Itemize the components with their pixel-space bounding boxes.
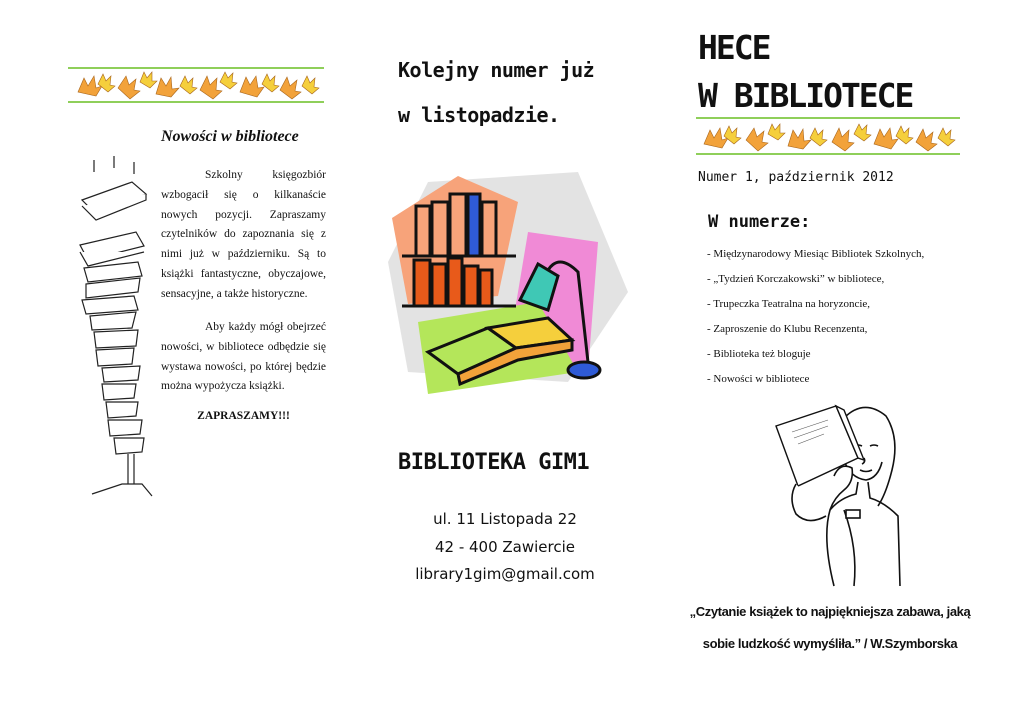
contents-item: - Międzynarodowy Miesiąc Bibliotek Szkolnych, <box>707 248 925 260</box>
news-heading: Nowości w bibliotece <box>161 128 299 145</box>
library-name: BIBLIOTEKA GIM1 <box>398 450 590 475</box>
contents-item: - Biblioteka też bloguje <box>707 348 811 360</box>
next-issue-line-1: Kolejny numer już <box>398 58 595 82</box>
newsletter-title-line-2: W BIBLIOTECE <box>698 76 913 115</box>
address-street: ul. 11 Listopada 22 <box>433 510 577 528</box>
news-paragraph-2: Aby każdy mógł obejrzeć nowości, w bibliotece odbędzie się wystawa nowości, po której będzie można wypożycza książki. <box>161 321 326 393</box>
quote-line-2: sobie ludzkość wymyśliła.” / W.Szymborska <box>702 636 958 651</box>
invitation-text: ZAPRASZAMY!!! <box>197 410 290 422</box>
contents-list <box>707 248 924 398</box>
reading-woman-illustration <box>774 398 904 588</box>
contents-item: - Nowości w bibliotece <box>707 373 810 385</box>
contents-item: - Trupeczka Teatralna na horyzoncie, <box>707 298 871 310</box>
news-paragraph-1: Szkolny księgozbiór wzbogacił się o kilkanaście nowych pozycji. Zapraszamy czytelników do zapoznania się z nimi już w październiku. Są to książki fantastyczne, obyczajowe, sensacyjne, a także historyczne. <box>161 169 326 300</box>
address-city: 42 - 400 Zawiercie <box>434 538 576 556</box>
library-clipart-illustration <box>388 172 636 398</box>
quote-line-1: „Czytanie książek to najpiękniejsza zabawa, jaką <box>689 604 971 619</box>
book-stack-illustration <box>72 150 154 502</box>
contents-item: - „Tydzień Korczakowski” w bibliotece, <box>707 273 885 285</box>
issue-number-date: Numer 1, październik 2012 <box>698 170 894 185</box>
contact-email[interactable]: library1gim@gmail.com <box>415 565 595 583</box>
autumn-leaves-banner-right <box>696 114 960 158</box>
newsletter-title-line-1: HECE <box>698 28 770 67</box>
next-issue-line-2: w listopadzie. <box>398 103 560 127</box>
contents-heading: W numerze: <box>708 212 811 232</box>
autumn-leaves-banner-left <box>68 62 324 106</box>
contents-item: - Zaproszenie do Klubu Recenzenta, <box>707 323 868 335</box>
